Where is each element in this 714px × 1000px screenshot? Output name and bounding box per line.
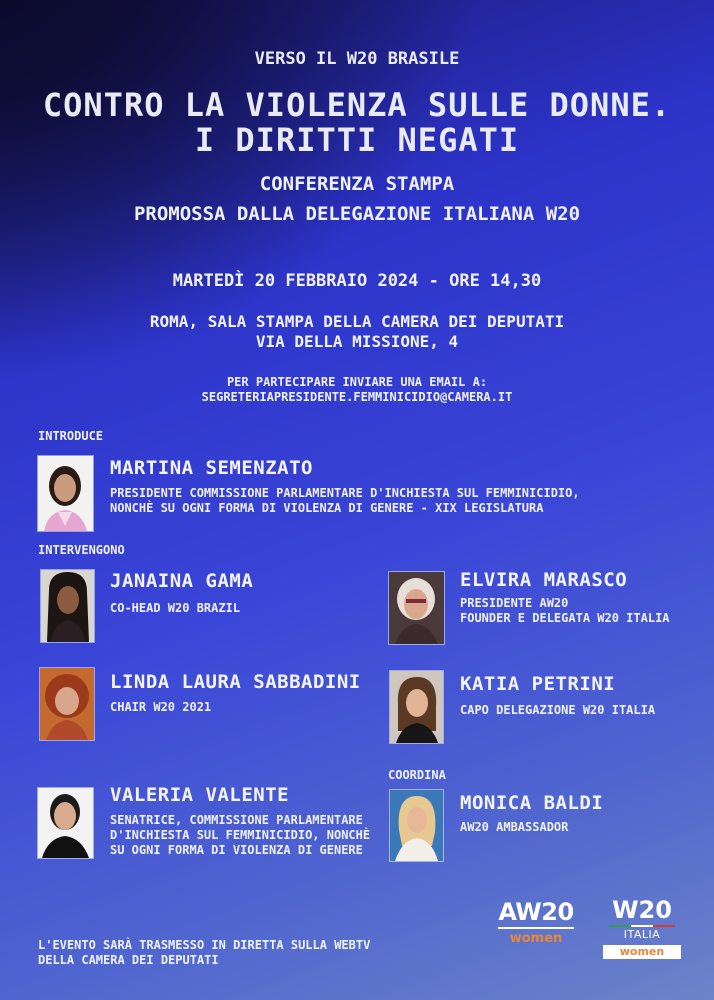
page-title-line2: I DIRITTI NEGATI — [194, 121, 520, 159]
photo-valeria-valente — [37, 787, 94, 859]
speaker-role-line1: PRESIDENTE AW20 — [460, 596, 569, 610]
subtitle-line1: CONFERENZA STAMPA — [259, 173, 455, 195]
section-introduce: INTRODUCE — [38, 429, 104, 443]
speaker-name-valeria-valente: VALERIA VALENTE — [110, 784, 290, 806]
section-intervengono: INTERVENGONO — [38, 543, 125, 557]
footer-broadcast-line2: DELLA CAMERA DEI DEPUTATI — [38, 953, 219, 967]
speaker-name-martina-semenzato: MARTINA SEMENZATO — [110, 457, 313, 479]
w20-italia-logo — [603, 896, 681, 959]
aw20-logo — [496, 898, 576, 946]
speaker-role-line2: D'INCHIESTA SUL FEMMINICIDIO, NONCHÈ — [110, 828, 371, 842]
kicker-text: VERSO IL W20 BRASILE — [254, 49, 460, 69]
speaker-name-janaina-gama: JANAINA GAMA — [110, 570, 254, 592]
w20-logo-text: W20 — [612, 896, 672, 924]
photo-janaina-gama — [40, 569, 95, 643]
aw20-logo-subtext: women — [509, 931, 563, 946]
italian-flag-stripe — [609, 925, 675, 927]
speaker-role-line1: SENATRICE, COMMISSIONE PARLAMENTARE — [110, 813, 363, 827]
page-title-line1: CONTRO LA VIOLENZA SULLE DONNE. — [42, 86, 672, 124]
subtitle-line2: PROMOSSA DALLA DELEGAZIONE ITALIANA W20 — [133, 203, 581, 225]
participate-text: PER PARTECIPARE INVIARE UNA EMAIL A: — [226, 375, 488, 389]
photo-linda-laura-sabbadini — [39, 667, 95, 741]
photo-elvira-marasco — [388, 571, 445, 645]
section-coordina: COORDINA — [388, 768, 446, 782]
speaker-name-monica-baldi: MONICA BALDI — [460, 792, 604, 814]
speaker-role-line1: CAPO DELEGAZIONE W20 ITALIA — [460, 703, 656, 717]
footer-broadcast-line1: L'EVENTO SARÀ TRASMESSO IN DIRETTA SULLA WEBTV — [38, 938, 371, 952]
speaker-name-katia-petrini: KATIA PETRINI — [460, 673, 616, 695]
w20-logo-country: ITALIA — [623, 928, 661, 941]
speaker-role-line1: CHAIR W20 2021 — [110, 700, 212, 714]
speaker-role-line1: AW20 AMBASSADOR — [460, 820, 569, 834]
event-place-line1: ROMA, SALA STAMPA DELLA CAMERA DEI DEPUTATI — [149, 312, 565, 331]
speaker-name-linda-laura-sabbadini: LINDA LAURA SABBADINI — [110, 671, 361, 693]
photo-monica-baldi — [389, 789, 444, 862]
photo-katia-petrini — [389, 670, 444, 744]
aw20-logo-text: AW20 — [498, 898, 574, 926]
aw20-logo-rule — [498, 927, 574, 929]
speaker-role-line3: SU OGNI FORMA DI VIOLENZA DI GENERE — [110, 843, 363, 857]
photo-martina-semenzato — [37, 455, 94, 532]
w20-logo-subtext: women — [603, 945, 681, 959]
event-date: MARTEDÌ 20 FEBBRAIO 2024 - ORE 14,30 — [172, 271, 542, 291]
speaker-role-line2: FOUNDER E DELEGATA W20 ITALIA — [460, 611, 670, 625]
speaker-role-line1: CO-HEAD W20 BRAZIL — [110, 601, 241, 615]
speaker-name-elvira-marasco: ELVIRA MARASCO — [460, 569, 628, 591]
participate-email: SEGRETERIAPRESIDENTE.FEMMINICIDIO@CAMERA.IT — [201, 390, 513, 404]
event-place-line2: VIA DELLA MISSIONE, 4 — [255, 332, 459, 351]
speaker-role-line1: PRESIDENTE COMMISSIONE PARLAMENTARE D'INCHIESTA SUL FEMMINICIDIO, — [110, 486, 580, 500]
speaker-role-line2: NONCHÈ SU OGNI FORMA DI VIOLENZA DI GENERE - XIX LEGISLATURA — [110, 501, 544, 515]
